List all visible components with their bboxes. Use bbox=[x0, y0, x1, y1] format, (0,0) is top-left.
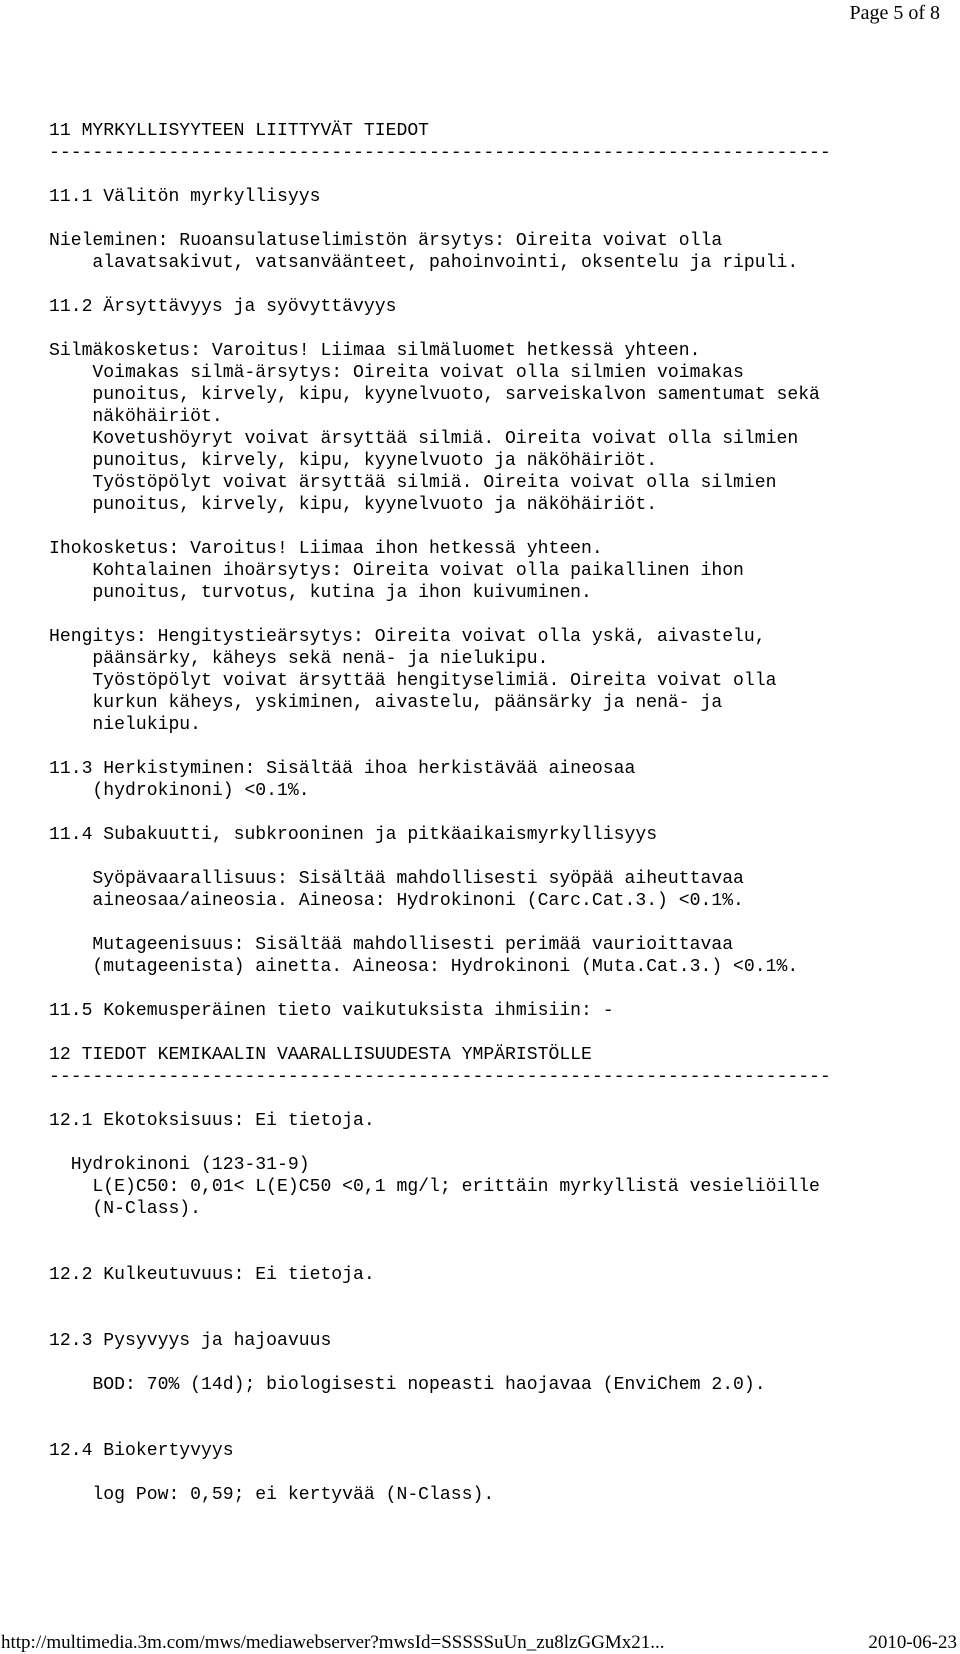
text-line: 12.2 Kulkeutuvuus: Ei tietoja. bbox=[49, 1265, 375, 1285]
blank-line bbox=[49, 978, 949, 1000]
text-line: Syöpävaarallisuus: Sisältää mahdollisesti syöpää aiheuttavaa bbox=[49, 869, 744, 889]
text-line: 11.3 Herkistyminen: Sisältää ihoa herkistävää aineosaa bbox=[49, 759, 636, 779]
blank-line bbox=[49, 1242, 949, 1264]
text-line: Työstöpölyt voivat ärsyttää silmiä. Oireita voivat olla silmien bbox=[49, 473, 777, 493]
blank-line bbox=[49, 1088, 949, 1110]
footer-url: http://multimedia.3m.com/mws/mediawebserver?mwsId=SSSSSuUn_zu8lzGGMx21... bbox=[1, 1632, 665, 1653]
text-line: Mutageenisuus: Sisältää mahdollisesti perimää vaurioittavaa bbox=[49, 935, 734, 955]
text-line: Kohtalainen ihoärsytys: Oireita voivat olla paikallinen ihon bbox=[49, 561, 744, 581]
blank-line bbox=[49, 846, 949, 868]
text-line: aineosaa/aineosia. Aineosa: Hydrokinoni (Carc.Cat.3.) <0.1%. bbox=[49, 891, 744, 911]
text-line: nielukipu. bbox=[49, 715, 202, 735]
blank-line bbox=[49, 318, 949, 340]
section-divider: ------------------------------------------------------------------------ bbox=[49, 143, 831, 163]
text-line: punoitus, kirvely, kipu, kyynelvuoto ja näköhäiriöt. bbox=[49, 451, 658, 471]
text-line: kurkun käheys, yskiminen, aivastelu, päänsärky ja nenä- ja bbox=[49, 693, 723, 713]
text-line: BOD: 70% (14d); biologisesti nopeasti haojavaa (EnviChem 2.0). bbox=[49, 1375, 766, 1395]
page-number: Page 5 of 8 bbox=[849, 2, 940, 24]
blank-line bbox=[49, 516, 949, 538]
text-line: Ihokosketus: Varoitus! Liimaa ihon hetkessä yhteen. bbox=[49, 539, 603, 559]
text-line: Kovetushöyryt voivat ärsyttää silmiä. Oireita voivat olla silmien bbox=[49, 429, 799, 449]
print-footer bbox=[0, 1628, 960, 1654]
blank-line bbox=[49, 604, 949, 626]
text-line: Voimakas silmä-ärsytys: Oireita voivat olla silmien voimakas bbox=[49, 363, 744, 383]
blank-line bbox=[49, 1396, 949, 1418]
text-line: 11 MYRKYLLISYYTEEN LIITTYVÄT TIEDOT bbox=[49, 121, 430, 141]
text-line: 11.2 Ärsyttävyys ja syövyttävyys bbox=[49, 297, 397, 317]
text-line: log Pow: 0,59; ei kertyvää (N-Class). bbox=[49, 1485, 495, 1505]
text-line: näköhäiriöt. bbox=[49, 407, 223, 427]
document-body bbox=[49, 120, 949, 1506]
blank-line bbox=[49, 208, 949, 230]
text-line: Työstöpölyt voivat ärsyttää hengityselimiä. Oireita voivat olla bbox=[49, 671, 777, 691]
blank-line bbox=[49, 1022, 949, 1044]
text-line: Nieleminen: Ruoansulatuselimistön ärsytys: Oireita voivat olla bbox=[49, 231, 723, 251]
text-line: 11.4 Subakuutti, subkrooninen ja pitkäaikaismyrkyllisyys bbox=[49, 825, 658, 845]
text-line: 12.1 Ekotoksisuus: Ei tietoja. bbox=[49, 1111, 375, 1131]
text-line: (N-Class). bbox=[49, 1199, 202, 1219]
text-line: punoitus, kirvely, kipu, kyynelvuoto, sarveiskalvon samentumat sekä bbox=[49, 385, 820, 405]
blank-line bbox=[49, 736, 949, 758]
text-line: 12.4 Biokertyvyys bbox=[49, 1441, 234, 1461]
text-line: (mutageenista) ainetta. Aineosa: Hydrokinoni (Muta.Cat.3.) <0.1%. bbox=[49, 957, 799, 977]
text-line: alavatsakivut, vatsanväänteet, pahoinvointi, oksentelu ja ripuli. bbox=[49, 253, 799, 273]
section-divider: ------------------------------------------------------------------------ bbox=[49, 1067, 831, 1087]
blank-line bbox=[49, 802, 949, 824]
blank-line bbox=[49, 1132, 949, 1154]
text-line: 11.1 Välitön myrkyllisyys bbox=[49, 187, 321, 207]
text-line: 12 TIEDOT KEMIKAALIN VAARALLISUUDESTA YMPÄRISTÖLLE bbox=[49, 1045, 592, 1065]
text-line: 11.5 Kokemusperäinen tieto vaikutuksista ihmisiin: - bbox=[49, 1001, 614, 1021]
blank-line bbox=[49, 1418, 949, 1440]
blank-line bbox=[49, 274, 949, 296]
text-line: 12.3 Pysyvyys ja hajoavuus bbox=[49, 1331, 332, 1351]
text-line: Hydrokinoni (123-31-9) bbox=[49, 1155, 310, 1175]
text-line: (hydrokinoni) <0.1%. bbox=[49, 781, 310, 801]
footer-date: 2010-06-23 bbox=[868, 1632, 957, 1653]
blank-line bbox=[49, 1352, 949, 1374]
text-line: punoitus, turvotus, kutina ja ihon kuivuminen. bbox=[49, 583, 592, 603]
text-line: päänsärky, käheys sekä nenä- ja nielukipu. bbox=[49, 649, 549, 669]
text-line: L(E)C50: 0,01< L(E)C50 <0,1 mg/l; erittäin myrkyllistä vesieliöille bbox=[49, 1177, 820, 1197]
text-line: Silmäkosketus: Varoitus! Liimaa silmäluomet hetkessä yhteen. bbox=[49, 341, 701, 361]
blank-line bbox=[49, 1220, 949, 1242]
text-line: Hengitys: Hengitystieärsytys: Oireita voivat olla yskä, aivastelu, bbox=[49, 627, 766, 647]
text-line: punoitus, kirvely, kipu, kyynelvuoto ja näköhäiriöt. bbox=[49, 495, 658, 515]
blank-line bbox=[49, 1286, 949, 1308]
blank-line bbox=[49, 912, 949, 934]
blank-line bbox=[49, 1462, 949, 1484]
blank-line bbox=[49, 164, 949, 186]
blank-line bbox=[49, 1308, 949, 1330]
